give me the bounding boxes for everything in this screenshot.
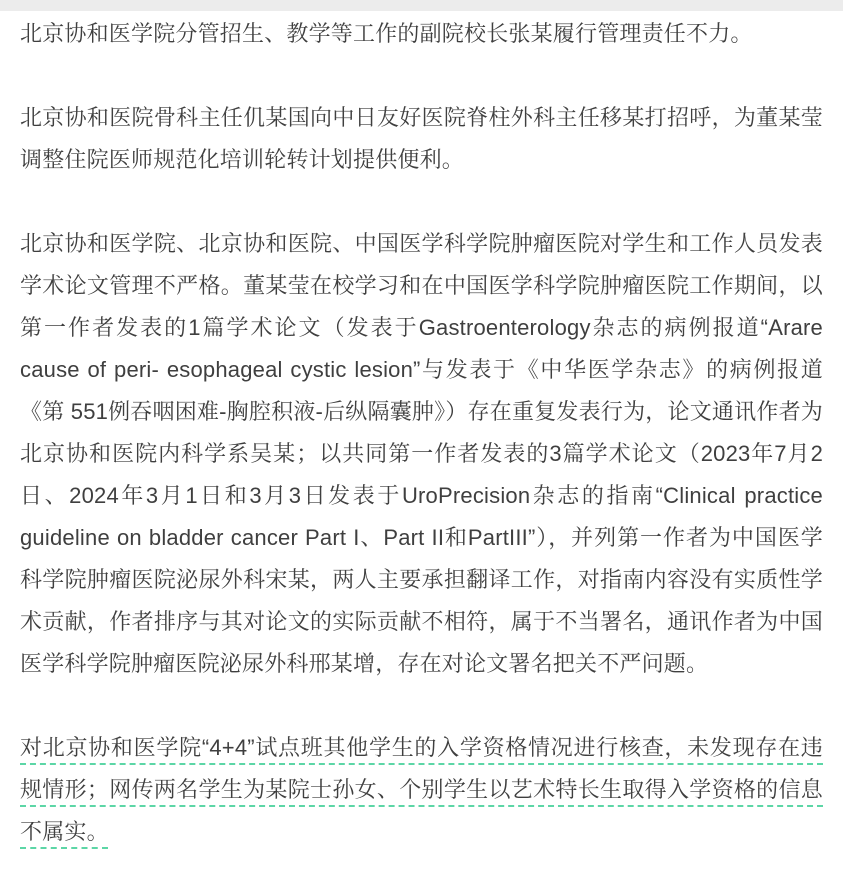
paragraph-training-rotation: 北京协和医院骨科主任仉某国向中日友好医院脊柱外科主任移某打招呼，为董某莹调整住院医师规范化培训轮转计划提供便利。 [20, 105, 823, 172]
paragraph-academic-papers: 北京协和医学院、北京协和医院、中国医学科学院肿瘤医院对学生和工作人员发表学术论文管理不严格。董某莹在校学习和在中国医学科学院肿瘤医院工作期间，以第一作者发表的1篇学术论文（发表于Gastroenterology杂志的病例报道“Arare cause of peri- esophageal cystic lesion”与发表于《中华医学杂志》的病例报道《第 551例吞咽困难-胸腔积液-后纵隔囊肿》）存在重复发表行为，论文通讯作者为北京协和医院内科学系吴某；以共同第一作者发表的3篇学术论文（2023年7月2日、2024年3月1日和3月3日发表于UroPrecision杂志的指南“Clinical practice guideline on bladder cancer Part I、Part II和PartIII”），并列第一作者为中国医学科学院肿瘤医院泌尿外科宋某，两人主要承担翻译工作，对指南内容没有实质性学术贡献，作者排序与其对论文的实际贡献不相符，属于不当署名，通讯作者为中国医学科学院肿瘤医院泌尿外科邢某增，存在对论文署名把关不严问题。 [20, 231, 823, 676]
paragraph-enrollment-verification-underlined: 对北京协和医学院“4+4”试点班其他学生的入学资格情况进行核查，未发现存在违规情形；网传两名学生为某院士孙女、个别学生以艺术特长生取得入学资格的信息不属实。 [20, 735, 823, 844]
window-edge-strip [0, 0, 843, 11]
paragraph-management-responsibility: 北京协和医学院分管招生、教学等工作的副院校长张某履行管理责任不力。 [20, 21, 753, 46]
article-body [0, 11, 843, 853]
